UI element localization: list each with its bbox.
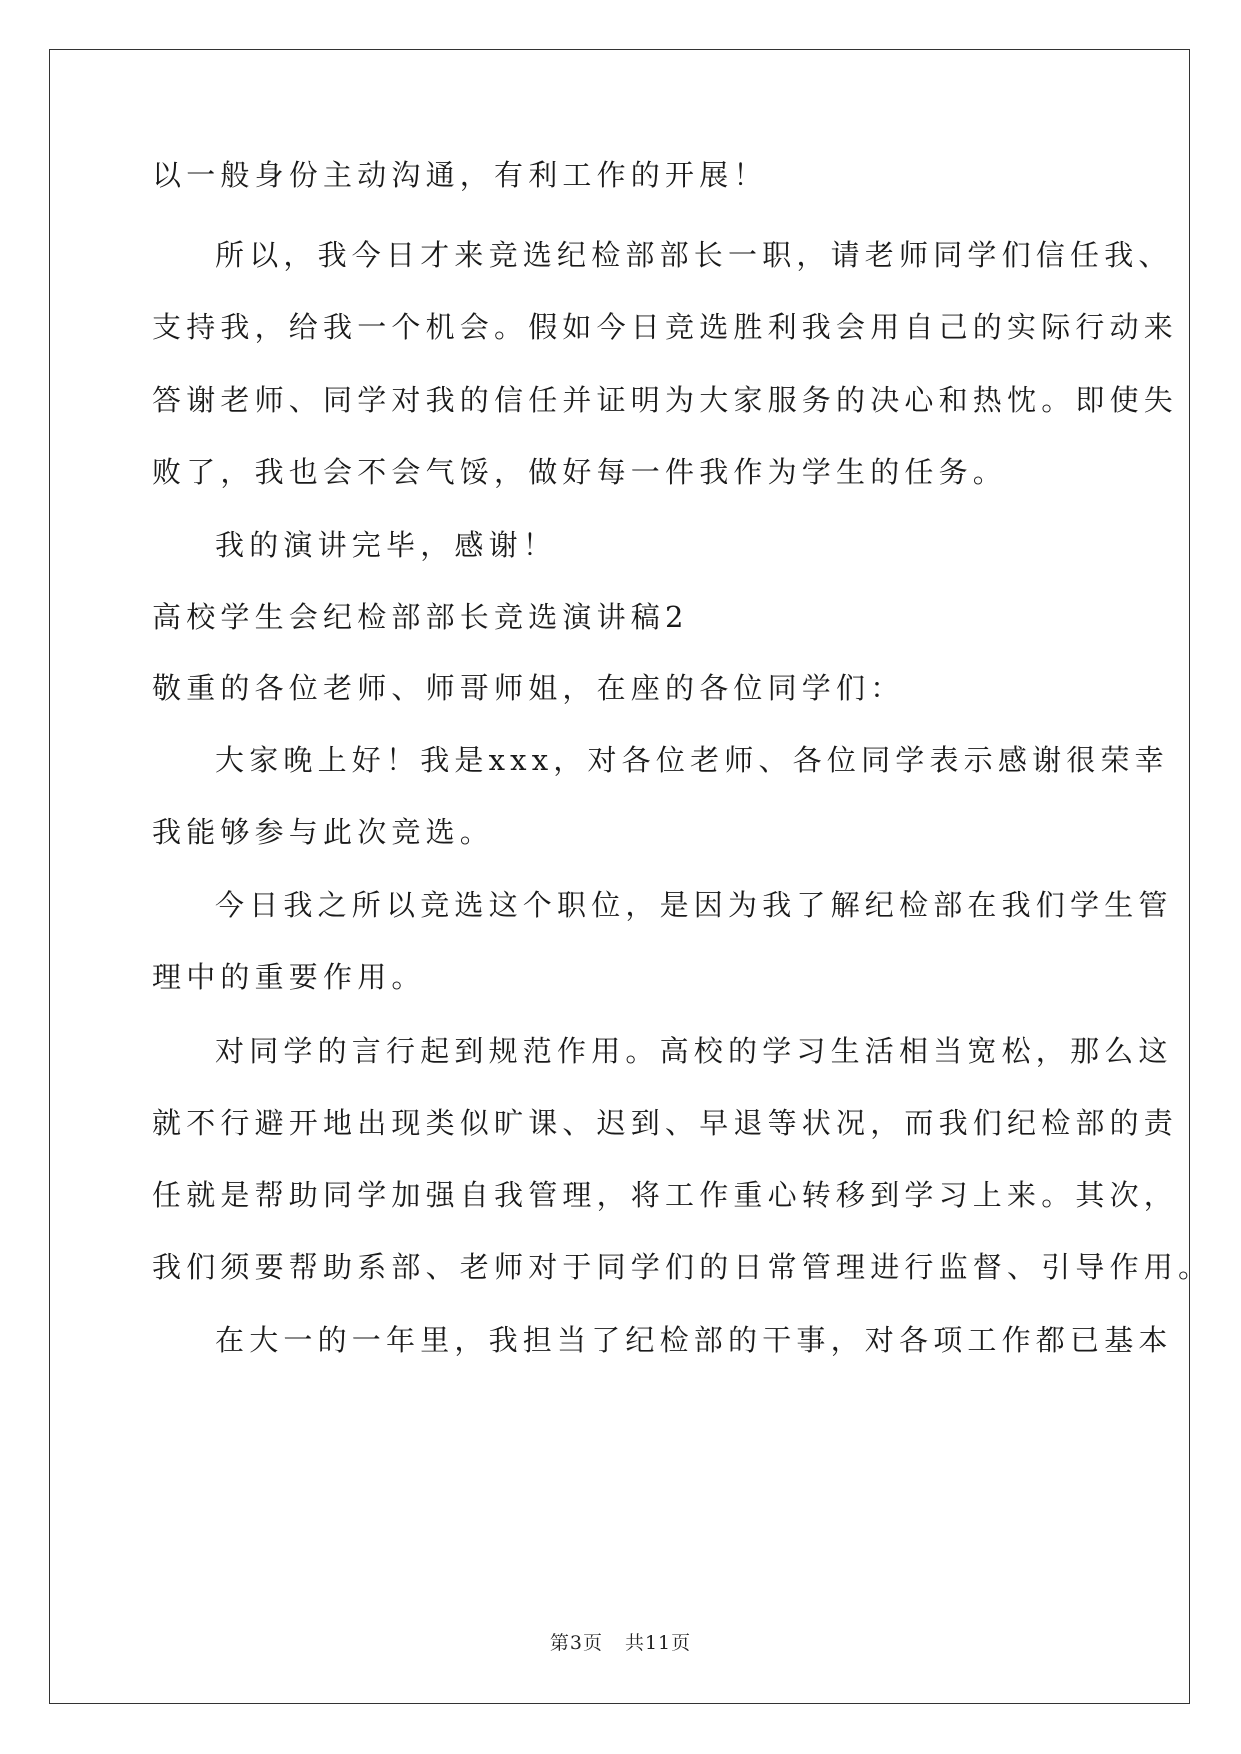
paragraph-line: 理中的重要作用。 <box>152 960 426 994</box>
paragraph-line: 所以，我今日才来竞选纪检部部长一职，请老师同学们信任我、 <box>215 238 1173 272</box>
paragraph-line: 以一般身份主动沟通，有利工作的开展！ <box>152 158 768 192</box>
paragraph-line: 在大一的一年里，我担当了纪检部的干事，对各项工作都已基本 <box>215 1323 1173 1357</box>
paragraph-line: 大家晚上好！我是xxx，对各位老师、各位同学表示感谢很荣幸 <box>215 743 1169 777</box>
paragraph-line: 任就是帮助同学加强自我管理，将工作重心转移到学习上来。其次， <box>152 1178 1179 1212</box>
page-number: 第3页 <box>549 1632 603 1654</box>
page-footer <box>0 1631 1241 1655</box>
paragraph-line: 就不行避开地出现类似旷课、迟到、早退等状况，而我们纪检部的责 <box>152 1106 1179 1140</box>
paragraph-line: 我们须要帮助系部、老师对于同学们的日常管理进行监督、引导作用。 <box>152 1250 1213 1284</box>
page-total: 共11页 <box>624 1632 692 1654</box>
paragraph-line: 今日我之所以竞选这个职位，是因为我了解纪检部在我们学生管 <box>215 888 1173 922</box>
paragraph-line: 对同学的言行起到规范作用。高校的学习生活相当宽松，那么这 <box>215 1034 1173 1068</box>
paragraph-line: 答谢老师、同学对我的信任并证明为大家服务的决心和热忱。即使失 <box>152 383 1179 417</box>
salutation-line: 敬重的各位老师、师哥师姐，在座的各位同学们： <box>152 671 905 705</box>
paragraph-line: 败了，我也会不会气馁，做好每一件我作为学生的任务。 <box>152 455 1008 489</box>
paragraph-line: 我能够参与此次竞选。 <box>152 815 495 849</box>
paragraph-line: 支持我，给我一个机会。假如今日竞选胜利我会用自己的实际行动来 <box>152 310 1179 344</box>
page-border <box>49 49 1190 1704</box>
section-heading: 高校学生会纪检部部长竞选演讲稿2 <box>152 600 689 634</box>
paragraph-line: 我的演讲完毕，感谢！ <box>215 528 558 562</box>
